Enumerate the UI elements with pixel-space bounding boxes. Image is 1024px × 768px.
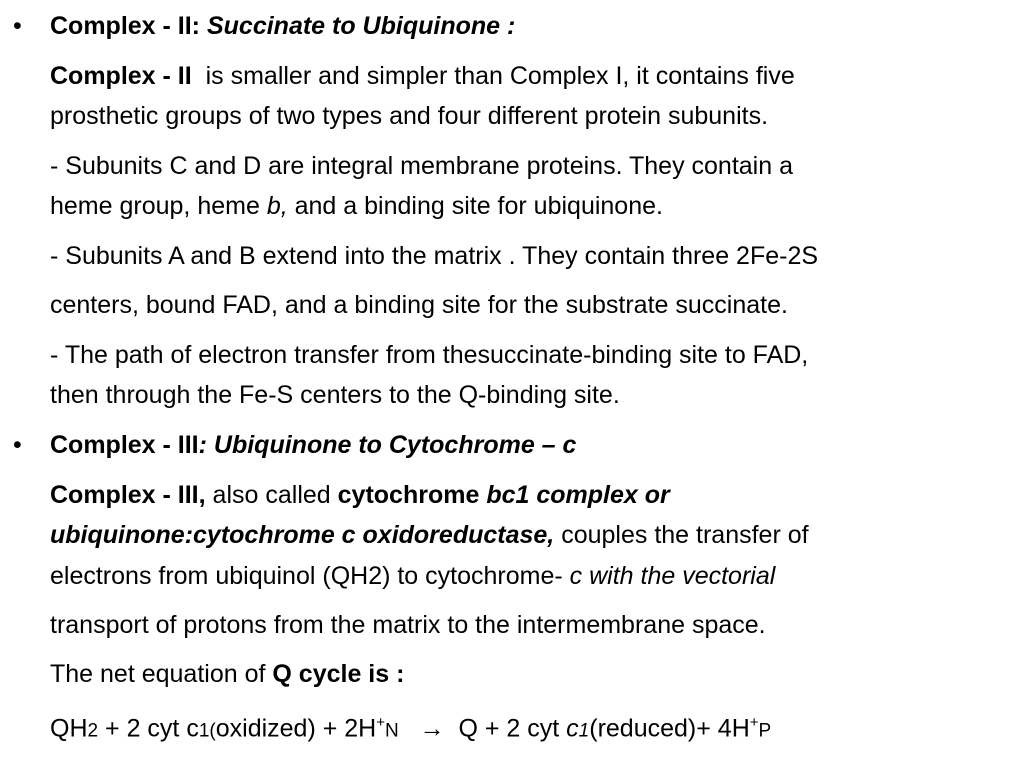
eq-oxidized: oxidized) + 2H: [215, 714, 377, 743]
eq-reduced: (reduced)+ 4H: [589, 714, 750, 743]
oxidoreductase-label: ubiquinone:cytochrome c oxidoreductase,: [50, 521, 555, 549]
also-called-text: also called: [212, 481, 331, 509]
complex-iii-title: : Ubiquinone to Cytochrome – c: [198, 431, 577, 459]
net-equation-intro: [50, 659, 404, 689]
subunits-cd-text-a: heme group, heme: [50, 192, 260, 220]
eq-c-sub: 1: [578, 720, 590, 742]
bullet-complex-iii: •: [13, 431, 22, 459]
bc1-complex-label: bc1 complex or: [486, 481, 670, 509]
eq-plus-sup2: +: [749, 714, 759, 731]
net-equation-text: The net equation of: [50, 660, 266, 688]
eq-q-part: Q + 2 cyt: [458, 714, 560, 743]
complex-ii-intro-label: Complex - II: [50, 62, 192, 90]
eq-arrow-icon: →: [419, 714, 445, 743]
complex-ii-intro-line1: [50, 61, 795, 91]
heme-b-label: b,: [266, 192, 288, 220]
vectorial-text: c with the vectorial: [569, 562, 776, 590]
electron-path-line2: then through the Fe-S centers to the Q-binding site.: [50, 381, 620, 409]
complex-ii-heading: [50, 11, 515, 41]
subunits-ab-line1: - Subunits A and B extend into the matrix . They contain three 2Fe-2S: [50, 242, 819, 270]
complex-ii-intro-text: is smaller and simpler than Complex I, it contains five: [205, 62, 795, 90]
complex-iii-para-label: Complex - III,: [50, 481, 206, 509]
complex-ii-label: Complex - II:: [50, 12, 201, 40]
cytochrome-label: cytochrome: [337, 481, 480, 509]
subunits-cd-line2: [50, 191, 663, 221]
complex-iii-para-line2: [50, 520, 809, 550]
eq-c-italic: c: [566, 714, 579, 743]
eq-paren: (: [209, 720, 216, 742]
subunits-cd-text-b: and a binding site for ubiquinone.: [294, 192, 663, 220]
subunits-cd-line1: - Subunits C and D are integral membrane proteins. They contain a: [50, 152, 793, 180]
eq-plus-sup: +: [376, 714, 385, 731]
subunits-ab-line2: centers, bound FAD, and a binding site for the substrate succinate.: [50, 291, 788, 319]
electron-path-line1: - The path of electron transfer from thesuccinate-binding site to FAD,: [50, 341, 809, 369]
eq-n-sub: N: [385, 720, 399, 742]
complex-iii-para-line1: [50, 480, 670, 510]
eq-sub1: 1: [198, 720, 210, 742]
q-cycle-equation: [50, 708, 771, 746]
complex-iii-heading: [50, 430, 576, 460]
electrons-text: electrons from ubiquinol (QH2) to cytochrome-: [50, 562, 563, 590]
eq-qh: QH: [50, 714, 88, 743]
couples-text: couples the transfer of: [561, 521, 809, 549]
complex-iii-para-line3: [50, 561, 775, 591]
eq-p-sub: P: [758, 720, 772, 742]
complex-ii-title: Succinate to Ubiquinone :: [206, 12, 516, 40]
complex-iii-label: Complex - III: [50, 431, 199, 459]
q-cycle-label: Q cycle is :: [272, 660, 405, 688]
complex-ii-intro-line2: prosthetic groups of two types and four different protein subunits.: [50, 102, 769, 130]
complex-iii-para-line4: transport of protons from the matrix to the intermembrane space.: [50, 611, 766, 639]
eq-plus-cyt: + 2 cyt c: [105, 714, 199, 743]
eq-sub2: 2: [87, 720, 99, 742]
bullet-complex-ii: •: [13, 12, 22, 40]
